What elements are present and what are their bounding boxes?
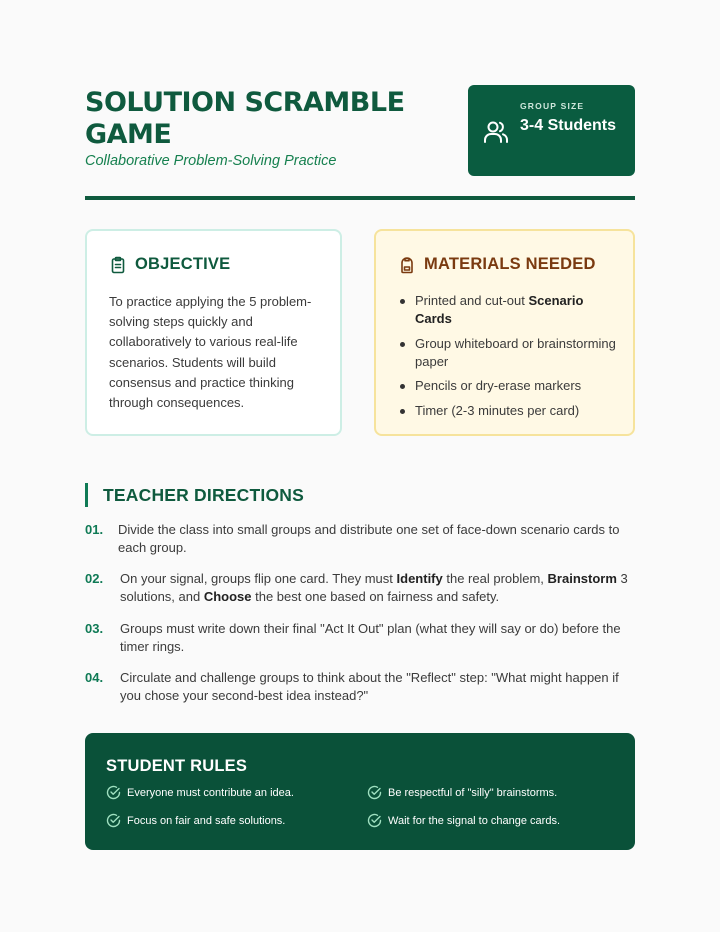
rule-text: Everyone must contribute an idea.: [127, 786, 294, 799]
check-circle-icon: [367, 785, 382, 800]
users-icon: [482, 118, 510, 146]
header-divider: [85, 196, 635, 200]
group-size-value: 3-4 Students: [520, 117, 617, 134]
backpack-icon: [398, 256, 416, 274]
objective-text: To practice applying the 5 problem-solving steps quickly and collaboratively to various real-life scenarios. Students will build consensus and practice thinking through consequences.: [109, 294, 312, 411]
step-number: 03.: [85, 620, 104, 636]
student-rules-panel: [85, 733, 635, 850]
page-subtitle: Collaborative Problem-Solving Practice: [85, 153, 337, 169]
clipboard-icon: [109, 256, 127, 274]
directions-heading: [85, 483, 304, 507]
direction-step: [85, 570, 635, 619]
directions-list: [85, 521, 635, 718]
rule-text: Be respectful of "silly" brainstorms.: [388, 786, 558, 799]
rule-item: [106, 813, 285, 828]
check-circle-icon: [106, 785, 121, 800]
check-circle-icon: [367, 813, 382, 828]
materials-list: [398, 292, 618, 426]
page-header: [85, 85, 635, 185]
step-number: 01.: [85, 522, 104, 537]
group-size-box: [468, 85, 635, 176]
rule-text: Focus on fair and safe solutions.: [127, 814, 286, 827]
materials-item: Printed and cut-out Scenario Cards: [398, 292, 618, 328]
step-text: On your signal, groups flip one card. They must Identify the real problem, Brainstorm 3 solutions, and Choose the best one based on fairness and safety.: [120, 571, 628, 605]
direction-step: [85, 669, 635, 718]
step-text: Circulate and challenge groups to think about the "Reflect" step: "What might happen if you chose your second-best idea instead?": [120, 669, 619, 703]
step-text: Divide the class into small groups and distribute one set of face-down scenario cards to each group.: [118, 522, 620, 555]
rule-item: [367, 813, 560, 828]
objective-heading: [109, 255, 230, 274]
materials-item: Group whiteboard or brainstorming paper: [398, 335, 618, 371]
student-rules-title: STUDENT RULES: [106, 757, 248, 775]
page-title: SOLUTION SCRAMBLE GAME: [85, 87, 405, 150]
group-size-label: GROUP SIZE: [520, 101, 585, 111]
rule-item: [367, 785, 557, 800]
materials-item: Timer (2-3 minutes per card): [398, 402, 618, 420]
step-text: Groups must write down their final "Act It Out" plan (what they will say or do) before the timer rings.: [120, 620, 621, 654]
materials-title: MATERIALS NEEDED: [424, 255, 596, 273]
step-number: 04.: [85, 669, 104, 685]
direction-step: [85, 521, 635, 570]
step-number: 02.: [85, 571, 104, 587]
rule-item: [106, 785, 294, 800]
materials-item: Pencils or dry-erase markers: [398, 377, 618, 395]
objective-title: OBJECTIVE: [135, 255, 231, 273]
rule-text: Wait for the signal to change cards.: [388, 814, 561, 827]
materials-card: [374, 229, 635, 436]
materials-heading: [398, 255, 596, 274]
check-circle-icon: [106, 813, 121, 828]
directions-title: TEACHER DIRECTIONS: [103, 485, 304, 505]
objective-card: [85, 229, 342, 436]
direction-step: [85, 620, 635, 669]
